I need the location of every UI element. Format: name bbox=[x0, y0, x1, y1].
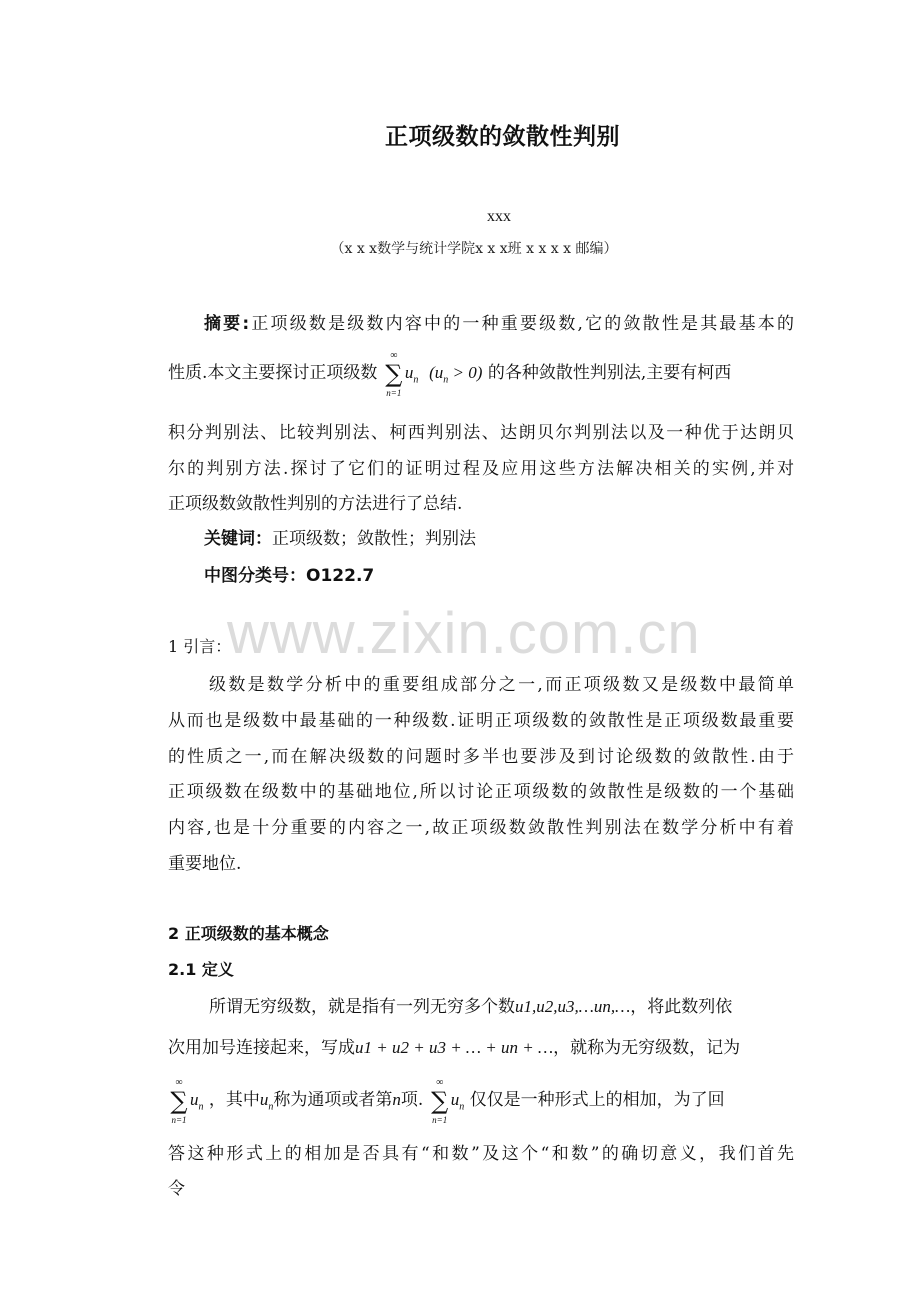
section-1-heading: 1 引言： bbox=[168, 637, 232, 656]
sequence-formula: u1,u2,u3,…un,… bbox=[515, 997, 631, 1016]
summation-symbol: ∞ ∑ n=1 bbox=[170, 1076, 188, 1125]
section-2-line-2: 次用加号连接起来，写成u1 + u2 + u3 + … + un + …，就称为无穷级数，记为 bbox=[168, 1038, 741, 1058]
author: xxx bbox=[487, 208, 511, 225]
classification-value: O122.7 bbox=[306, 566, 375, 586]
series-formula: u1 + u2 + u3 + … + un + … bbox=[355, 1038, 554, 1057]
affiliation: （x x x数学与统计学院x x x班 x x x x 邮编） bbox=[330, 241, 618, 257]
section-2-1-heading: 2.1 定义 bbox=[168, 960, 234, 979]
keywords bbox=[204, 524, 476, 549]
section-2-line-1: 所谓无穷级数，就是指有一列无穷多个数u1,u2,u3,…un,…，将此数列依 bbox=[209, 997, 733, 1017]
classification-label: 中图分类号： bbox=[204, 566, 306, 586]
term-un: $u_n$ bbox=[404, 363, 419, 386]
section-1-line-2: 从而也是级数中最基础的一种级数.证明正项级数的敛散性是正项级数最重要 bbox=[168, 711, 794, 731]
section-1-line-6: 重要地位. bbox=[168, 854, 242, 874]
abstract-line-1: 摘要:正项级数是级数内容中的一种重要级数,它的敛散性是其最基本的 bbox=[204, 314, 794, 334]
section-1-line-1: 级数是数学分析中的重要组成部分之一,而正项级数又是级数中最简单 bbox=[209, 675, 794, 695]
section-2-line-5: 令 bbox=[168, 1179, 185, 1199]
abstract-line-4: 尔的判别方法.探讨了它们的证明过程及应用这些方法解决相关的实例,并对 bbox=[168, 459, 794, 479]
section-2-line-4: 答这种形式上的相加是否具有“和数”及这个“和数”的确切意义，我们首先 bbox=[168, 1144, 794, 1164]
abstract-line-2: 性质.本文主要探讨正项级数 ∞ ∑ n=1 $u_n$ $(u_n > 0)$ 的各种敛散性判别法,主要有柯西 bbox=[168, 349, 732, 398]
section-1-line-3: 的性质之一,而在解决级数的问题时多半也要涉及到讨论级数的敛散性.由于 bbox=[168, 747, 794, 767]
summation-symbol: ∞ ∑ n=1 bbox=[385, 349, 403, 398]
keywords-value: 正项级数；敛散性；判别法 bbox=[272, 529, 476, 549]
paper-title: 正项级数的敛散性判别 bbox=[385, 124, 620, 150]
section-1-line-5: 内容,也是十分重要的内容之一,故正项级数敛散性判别法在数学分析中有着 bbox=[168, 818, 794, 838]
summation-symbol: ∞ ∑ n=1 bbox=[431, 1076, 449, 1125]
section-1-line-4: 正项级数在级数中的基础地位,所以讨论正项级数的敛散性是级数的一个基础 bbox=[168, 782, 794, 802]
keywords-label: 关键词： bbox=[204, 529, 272, 549]
positivity-condition: $(u_n > 0)$ bbox=[429, 363, 483, 386]
watermark: www.zixin.com.cn bbox=[227, 601, 701, 666]
section-2-heading: 2 正项级数的基本概念 bbox=[168, 924, 329, 943]
abstract-label: 摘要: bbox=[204, 314, 250, 334]
abstract-line-3: 积分判别法、比较判别法、柯西判别法、达朗贝尔判别法以及一种优于达朗贝 bbox=[168, 423, 794, 443]
section-2-line-3: ∞ ∑ n=1 $u_n$ ，其中$u_n$称为通项或者第n项. ∞ ∑ n=1 $u_n$ 仅仅是一种形式上的相加，为了回 bbox=[168, 1085, 725, 1113]
abstract-line-5: 正项级数敛散性判别的方法进行了总结. bbox=[168, 494, 463, 514]
classification bbox=[204, 561, 374, 586]
